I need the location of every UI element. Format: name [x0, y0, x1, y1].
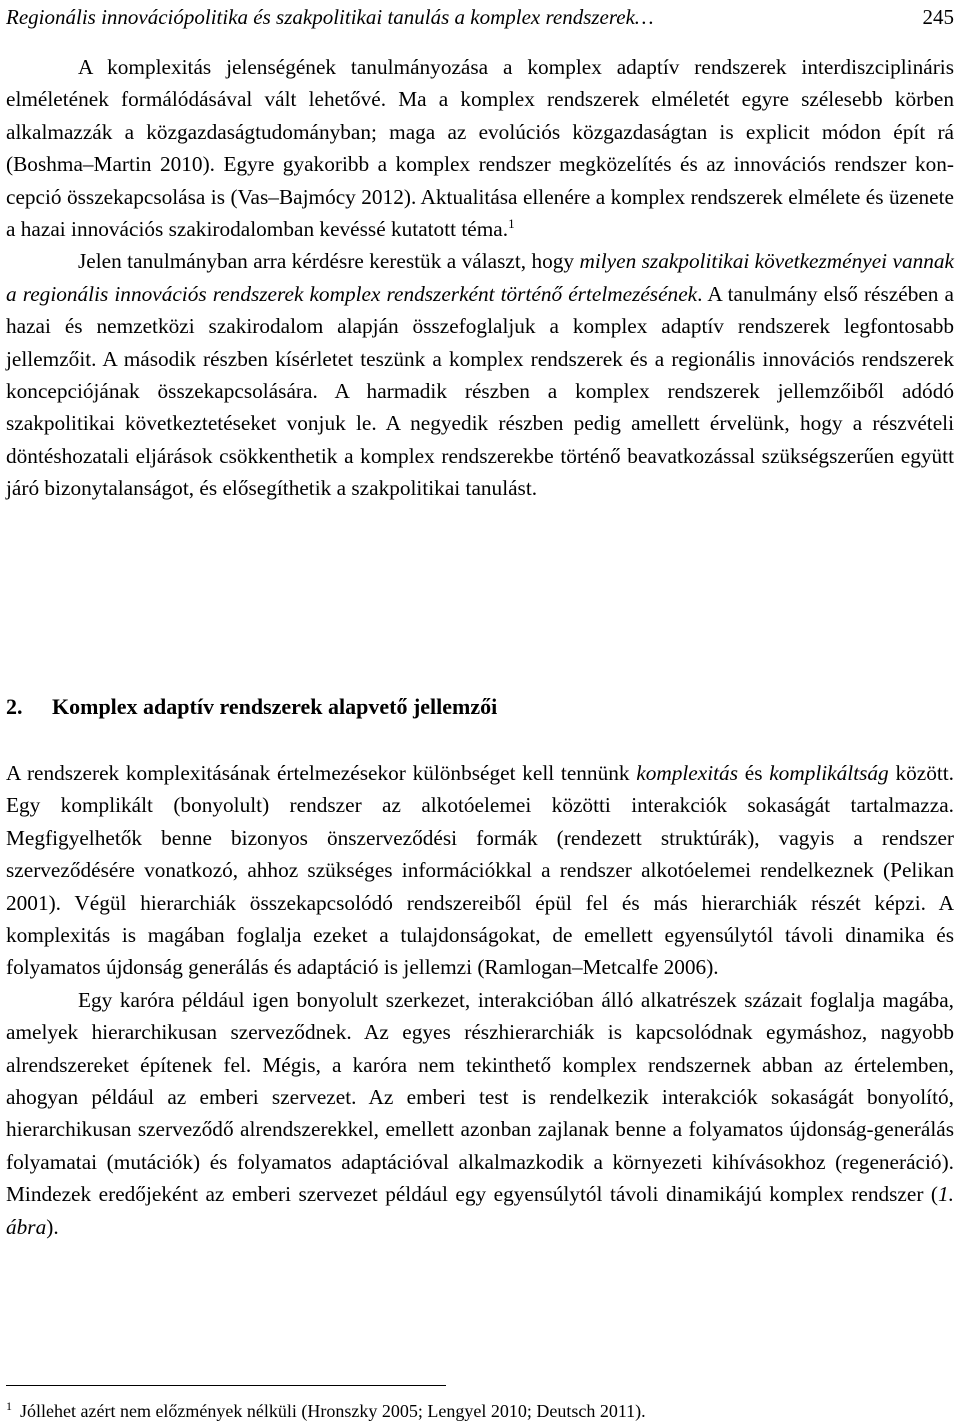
section-title: Komplex adaptív rendszerek alapvető jellemzői — [52, 694, 498, 719]
paragraph-2-research-question: milyen szakpolitikai következményei vannak a regionális innovációs rendszerek komplex rendszerként történő értelmezésének — [6, 249, 954, 306]
footnote-mark: 1 — [6, 1399, 12, 1413]
footnote-text: Jóllehet azért nem előzmények nélküli (Hronszky 2005; Lengyel 2010; Deutsch 2011). — [20, 1401, 646, 1421]
section-number: 2. — [6, 694, 23, 719]
paragraph-4-a: Egy karóra például igen bonyolult szerkezet, interakcióban álló alkatrészek százait foglalja magába, amelyek hierarchikusan szerveződnek. Az egyes részhierarchiák is kapcsolódnak egymáshoz, nagyobb alrendszereket építenek fel. Mégis, a karóra nem tekinthető komplex rendszernek abban az értelemben, ahogyan például az emberi szervezet. Az emberi test is rendelkezik interakciók sokaságát bonyolító, hierarchikusan szerveződő alrendszerekkel, emellett azonban zajlanak benne a folyamatos újdonság-generálás folyamatai (mutációk) és folyamatos adaptációval alkalmazkodik a környezeti kihívásokhoz (regeneráció). Mindezek eredőjeként az emberi szervezet például egy egyensúlytól távoli dinamikájú komplex rendszer ( — [6, 987, 954, 1207]
footnote-divider — [6, 1385, 446, 1386]
figure-reference: 1. ábra — [6, 1182, 954, 1239]
running-title: Regionális innovációpolitika és szakpolitikai tanulás a komplex rendszerek… — [6, 5, 654, 29]
paragraph-4-c: ). — [46, 1214, 59, 1239]
paragraph-3-e: között. Egy komplikált (bonyolult) rendszer az alkotóelemei közötti interakciók sokaságát tartalmazza. Megfigyelhetők benne bizonyos önszerveződési formák (rendezett struktúrák), vagyis a rendszer szerveződésére vonatkozó, ahhoz szükséges információkkal a rendszer alkotóelemei rendelkeznek (Pelikan 2001). Végül hierarchiák összekapcsolódó rendszereiből épül fel és más hierarchiák részét képzi. A komplexitás is magában foglalja ezeket a tulajdonságokat, de emellett egyensúlytól távoli dinamika és folyamatos újdonság generálás és adaptáció is jellemzi (Ramlogan–Metcalfe 2006). — [6, 761, 954, 980]
paragraph-3-a: A rendszerek komplexitásának értelmezésekor különbséget kell tennünk — [6, 761, 637, 785]
document-page — [6, 0, 954, 1428]
running-header — [6, 2, 954, 32]
paragraph-3 — [6, 757, 954, 984]
intro-body — [6, 51, 954, 505]
section-heading — [6, 690, 954, 724]
paragraph-2-start: Jelen tanulmányban arra kérdésre kerestük a választ, hogy — [78, 249, 580, 274]
term-komplexitas: komplexitás — [636, 761, 738, 785]
paragraph-2-end: . A tanulmány első részében a hazai és nemzetközi szakirodalom alapján összefoglaljuk a komplex adaptív rendszerek legfontosabb jellemzőit. A második részben kísérletet teszünk a komplex rendszerek és a regionális innovációs rendszerek koncepciójának összekapcsolására. A harmadik részben a komplex rendszerek jellemzőiből adódó szakpolitikai következtetéseket vonjuk le. A negyedik részben pedig amellett érvelünk, hogy a részvételi döntéshozatali eljárások csökkenthetik a komplex rendszerekbe történő beavatkozással szükségszerűen együtt járó bizonytalanságot, és elősegíthetik a szakpolitikai tanulást. — [6, 281, 954, 501]
paragraph-2 — [6, 245, 954, 504]
footnote-reference: 1 — [508, 216, 515, 232]
page-number: 245 — [922, 5, 954, 29]
section-body — [6, 757, 954, 1243]
paragraph-1-text: A komplexitás jelenségének tanulmányozása a komplex adaptív rendszerek interdiszciplináris elméletének formálódásával vált lehetővé. Ma a komplex rendszerek elméletét egyre szélesebb körben alkalmazzák a közgazdaságtudományban; maga az evolúciós közgazdaságtan is explicit módon épít rá (Boshma–Martin 2010). Egyre gyakoribb a komplex rendszer megközelítés és az innovációs rendszer koncepció összekapcsolása is (Vas–Bajmócy 2012). Aktualitása ellenére a komplex rendszerek elmélete és üzenete a hazai innovációs szakirodalomban kevéssé kutatott téma. — [6, 55, 954, 242]
paragraph-4 — [6, 984, 954, 1243]
paragraph-3-c: és — [738, 761, 770, 785]
footnote — [6, 1398, 954, 1424]
term-komplikaltsag: komplikáltság — [769, 761, 889, 785]
paragraph-1 — [6, 51, 954, 245]
